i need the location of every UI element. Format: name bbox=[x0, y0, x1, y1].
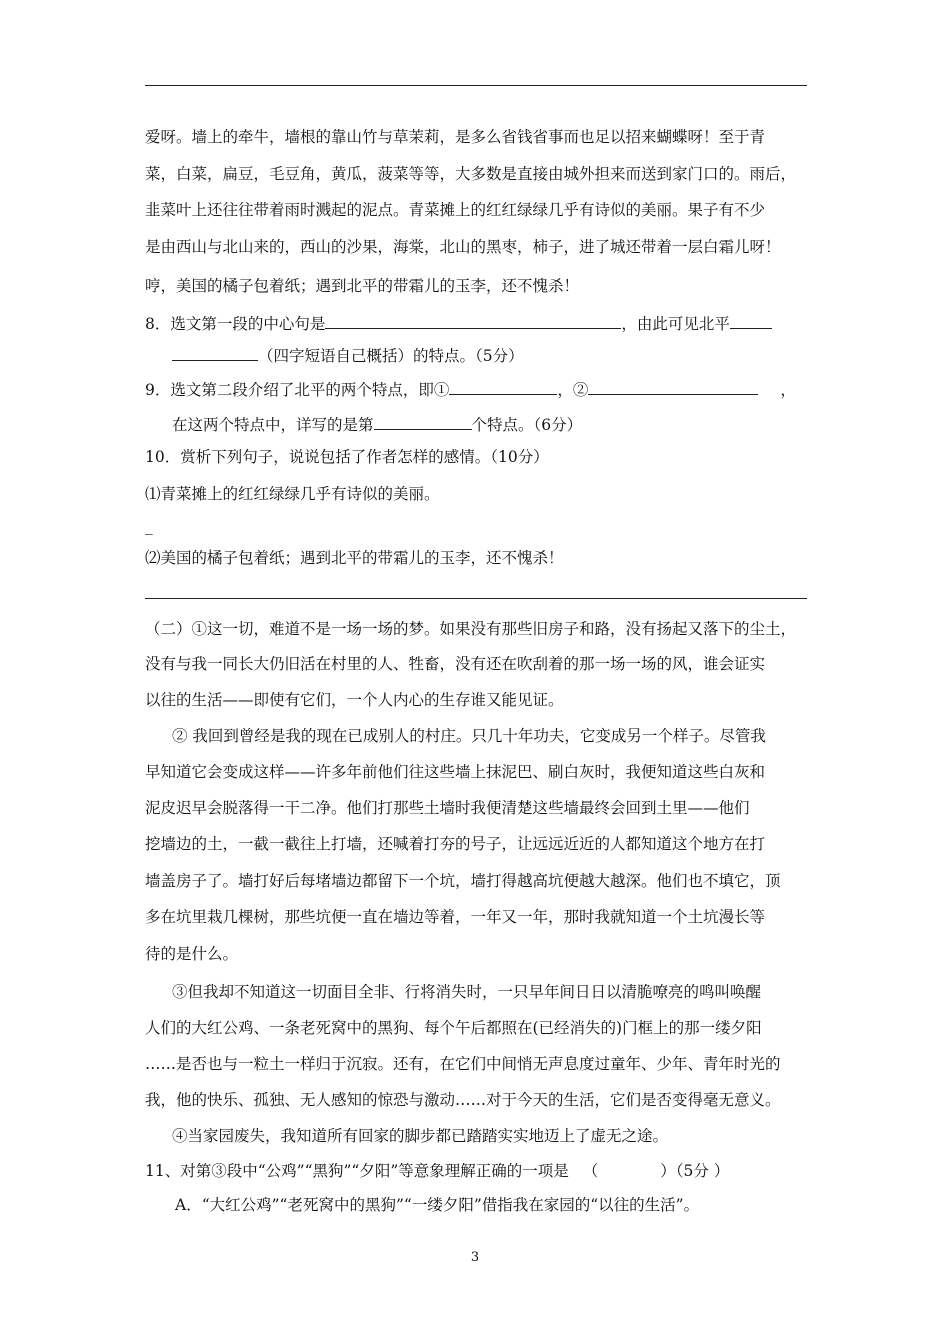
passage2-line: 早知道它会变成这样——许多年前他们往这些墙上抹泥巴、刷白灰时，我便知道这些白灰和 bbox=[145, 763, 766, 781]
question-8 bbox=[145, 313, 825, 334]
passage1-line: 韭菜叶上还往往带着雨时溅起的泥点。青菜摊上的红红绿绿几乎有诗似的美丽。果子有不少 bbox=[145, 201, 766, 219]
passage2-line: 待的是什么。 bbox=[145, 945, 239, 963]
q8-answer-blank-2[interactable] bbox=[730, 313, 772, 329]
passage1-line: 哼，美国的橘子包着纸；遇到北平的带霜儿的玉李，还不愧杀！ bbox=[145, 277, 580, 295]
question-11 bbox=[145, 1161, 825, 1181]
q11-answer-paren: （ ）（5分 ） bbox=[582, 1162, 730, 1180]
passage2-line: ④当家园废失，我知道所有回家的脚步都已踏踏实实地迈上了虚无之途。 bbox=[172, 1127, 669, 1145]
q8-mid: ，由此可见北平 bbox=[621, 315, 730, 333]
passage2-line: （二）①这一切，难道不是一场一场的梦。如果没有那些旧房子和路，没有扬起又落下的尘土， bbox=[145, 620, 797, 638]
q8-stem: 8．选文第一段的中心句是 bbox=[145, 315, 326, 333]
q11-stem: 11、对第③段中“公鸡”“黑狗”“夕阳”等意象理解正确的一项是 bbox=[145, 1162, 569, 1180]
passage2-line: ③但我却不知道这一切面目全非、行将消失时，一只早年间日日以清脆嘹亮的鸣叫唤醒 bbox=[172, 983, 762, 1001]
passage1-line: 菜，白菜，扁豆，毛豆角，黄瓜，菠菜等等，大多数是直接由城外担来而送到家门口的。雨后， bbox=[145, 165, 797, 183]
q9-comma: ， bbox=[780, 381, 796, 399]
passage2-line: ……是否也与一粒土一样归于沉寂。还有，在它们中间悄无声息度过童年、少年、青年时光的 bbox=[145, 1055, 781, 1073]
q8-answer-blank-1[interactable] bbox=[325, 313, 621, 329]
passage2-line: 我，他的快乐、孤独、无人感知的惊恐与激动……对于今天的生活，它们是否变得毫无意义。 bbox=[145, 1091, 781, 1109]
question-10: 10．赏析下列句子，说说包括了作者怎样的感情。（10分） bbox=[145, 448, 549, 466]
passage2-line: 多在坑里栽几棵树，那些坑便一直在墙边等着，一年又一年，那时我就知道一个土坑漫长等 bbox=[145, 908, 766, 926]
q10-sentence-1: ⑴青菜摊上的红红绿绿几乎有诗似的美丽。 bbox=[145, 485, 440, 503]
q9-stem-2: 在这两个特点中，详写的是第 bbox=[172, 416, 374, 434]
page-number: 3 bbox=[470, 1250, 480, 1265]
passage2-line: 没有与我一同长大仍旧活在村里的人、牲畜，没有还在吹刮着的那一场一场的风，谁会证实 bbox=[145, 655, 766, 673]
q10-sentence-2: ⑵美国的橘子包着纸；遇到北平的带霜儿的玉李，还不愧杀！ bbox=[145, 549, 564, 567]
q10-answer-mark: _ bbox=[145, 517, 153, 535]
question-8-cont bbox=[172, 345, 852, 366]
q9-tail: 个特点。（6分） bbox=[471, 416, 583, 434]
q9-answer-blank-2[interactable] bbox=[588, 379, 758, 395]
header-rule bbox=[145, 85, 807, 86]
question-9 bbox=[145, 379, 825, 400]
passage2-line: 人们的大红公鸡、一条老死窝中的黑狗、每个午后都照在(已经消失的)门框上的那一缕夕阳 bbox=[145, 1019, 762, 1037]
passage2-line: 泥皮迟早会脱落得一干二净。他们打那些土墙时我便清楚这些墙最终会回到土里——他们 bbox=[145, 799, 750, 817]
passage2-line: 以往的生活——即使有它们，一个人内心的生存谁又能见证。 bbox=[145, 691, 564, 709]
q9-answer-blank-1[interactable] bbox=[449, 379, 557, 395]
q9-answer-blank-3[interactable] bbox=[374, 414, 472, 430]
passage1-line: 爱呀。墙上的牵牛，墙根的靠山竹与草茉莉，是多么省钱省事而也足以招来蝴蝶呀！至于青 bbox=[145, 128, 766, 146]
q8-tail: （四字短语自己概括）的特点。（5分） bbox=[258, 347, 524, 365]
passage2-line: ② 我回到曾经是我的现在已成别人的村庄。只几十年功夫，它变成另一个样子。尽管我 bbox=[172, 727, 766, 745]
passage2-line: 挖墙边的土，一截一截往上打墙，还喊着打夯的号子，让远远近近的人都知道这个地方在打 bbox=[145, 835, 766, 853]
q8-answer-blank-3[interactable] bbox=[172, 345, 258, 361]
passage1-line: 是由西山与北山来的，西山的沙果，海棠，北山的黑枣，柿子，进了城还带着一层白霜儿呀！ bbox=[145, 238, 781, 256]
question-9-cont bbox=[172, 414, 852, 435]
passage2-line: 墙盖房子了。墙打好后每堵墙边都留下一个坑，墙打得越高坑便越大越深。他们也不填它，顶 bbox=[145, 872, 781, 890]
section-rule bbox=[145, 598, 807, 599]
q9-mid: ，② bbox=[557, 381, 589, 399]
q11-option-a: A．“大红公鸡”“老死窝中的黑狗”“一缕夕阳”借指我在家园的“以往的生活”。 bbox=[175, 1196, 700, 1214]
q9-stem: 9．选文第二段介绍了北平的两个特点，即① bbox=[145, 381, 450, 399]
